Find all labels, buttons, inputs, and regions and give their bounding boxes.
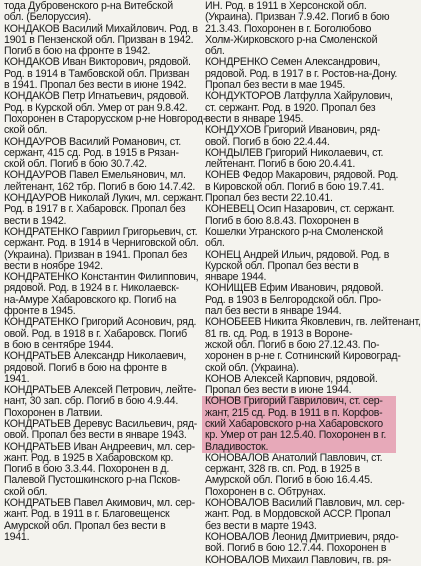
text-line: КОНДРАТЬЕВ Деревус Васильевич, ряд- xyxy=(4,417,198,430)
text-line: Похоронен в с. Обтрунах. xyxy=(205,485,326,498)
text-line: КОНДЫЛЕВ Григорий Николаевич, ст. xyxy=(205,146,384,159)
text-line: вести в ноябре 1942. xyxy=(4,259,103,272)
text-line: обл. (Белоруссия). xyxy=(4,11,91,24)
text-line: 81 гв. сд. Род. в 1913 в Вороне- xyxy=(205,327,353,340)
text-line: КОНДАКОВ Петр Игнатьевич, рядовой. xyxy=(4,90,189,103)
text-line: лейтенант. Погиб в бою 20.4.41. xyxy=(205,158,356,171)
text-line: Погиб в бою 8.8.43. Похоронен в xyxy=(205,214,359,227)
text-line: Кошелки Угранского р-на Смоленской xyxy=(205,225,383,238)
text-line: Пропал без вести в июне 1944. xyxy=(205,384,352,397)
text-line: Палевой Пустошкинского р-на Псков- xyxy=(4,474,181,487)
text-line: овой. Род. в 1918 в г. Хабаровск. Погиб xyxy=(4,327,187,340)
text-line: на-Амуре Хабаровского кр. Погиб на xyxy=(4,293,176,306)
text-line: Род. в 1917 в г. Хабаровск. Пропал без xyxy=(4,203,186,216)
text-line: тода Дубровенского р-на Витебской xyxy=(4,0,173,12)
text-line: обл. xyxy=(205,45,225,58)
text-line: КОНДРАТЕНКО Константин Филиппович, xyxy=(4,271,199,284)
text-line: овой. Погиб в бою 22.4.44. xyxy=(205,135,330,148)
text-line: 1941. xyxy=(4,530,30,543)
text-line: жант. Род. в Мордовской АССР. Пропал xyxy=(205,508,391,521)
text-line: ской обл. xyxy=(4,124,48,137)
text-line: КОНЕЦ Андрей Ильич, рядовой. Род. в xyxy=(205,248,390,261)
text-line: КОНДАКОВ Василий Михайлович. Род. в xyxy=(4,22,198,35)
text-line: жант. Род. в 1911 в г. Благовещенск xyxy=(4,508,170,521)
text-line: КОНДРАТЬЕВ Александр Николаевич, xyxy=(4,350,187,363)
text-line: Амурской обл. Погиб в бою 16.4.45. xyxy=(205,474,373,487)
text-line: Холм-Жирковского р-на Смоленской xyxy=(205,33,378,46)
text-column-right xyxy=(200,0,421,566)
text-line: КОНДРАТЕНКО Гавриил Григорьевич, ст. xyxy=(4,225,198,238)
text-line: Погиб в бою 3.3.44. Похоронен в д. xyxy=(4,463,170,476)
text-line: Пропал без вести в мае 1945. xyxy=(205,79,346,92)
highlighted-entry-line: Владивосток. xyxy=(202,442,396,453)
text-line: жант. Род. в 1925 в Хабаровском кр. xyxy=(4,451,174,464)
text-line: в Кировской обл. Погиб в бою 19.7.41. xyxy=(205,180,385,193)
text-line: КОНДУХОВ Григорий Иванович, ряд- xyxy=(205,124,380,137)
text-line: КОНИЩЕВ Ефим Иванович, рядовой. xyxy=(205,282,384,295)
text-line: Пропал без вести 22.10.41. xyxy=(205,192,333,205)
text-line: Курской обл. Пропал без вести в xyxy=(205,259,359,272)
highlighted-entry-line: КОНОВ Григорий Гаврилович, ст. сер- xyxy=(202,396,396,407)
text-line: Похоронен в Старорусском р-не Новгород- xyxy=(4,112,207,125)
text-line: хоронен в р-не г. Сотнинский Кировоград- xyxy=(205,350,401,363)
text-line: КОНОВ Алексей Карпович, рядовой. xyxy=(205,372,378,385)
text-line: Погиб в бою на фронте в 1942. xyxy=(4,45,151,58)
text-line: Похоронен в Латвии. xyxy=(4,406,103,419)
text-line: вой. Погиб в бою 12.7.44. Похоронен в xyxy=(205,542,387,555)
text-line: (Украина). Призван в 1941. Пропал без xyxy=(4,248,188,261)
text-line: КОНДАУРОВ Василий Романович, ст. xyxy=(4,135,181,148)
text-line: нант, 30 зап. сбр. Погиб в бою 4.9.44. xyxy=(4,395,179,408)
text-line: рядовой. Погиб в бою на фронте в xyxy=(4,361,167,374)
text-line: КОНДРАТЕНКО Григорий Асонович, ряд. xyxy=(4,316,197,329)
text-line: Амурской обл. Пропал без вести в xyxy=(4,519,166,532)
text-line: вести в 1942. xyxy=(4,214,67,227)
text-line: жской обл. Погиб в бою 27.12.43. По- xyxy=(205,338,380,351)
text-line: обл. xyxy=(205,237,225,250)
text-line: сержант, 415 сд. Род. в 1915 в Рязан- xyxy=(4,146,179,159)
text-line: Род. в Курской обл. Умер от ран 9.8.42. xyxy=(4,101,188,114)
text-line: КОНДАКОВ Иван Викторович, рядовой. xyxy=(4,56,191,69)
text-line: Род. в 1914 в Тамбовской обл. Призван xyxy=(4,67,190,80)
text-column-left xyxy=(0,0,207,543)
text-line: (Украина). Призван 7.9.42. Погиб в бою xyxy=(205,11,390,24)
text-line: без вести в марте 1943. xyxy=(205,519,317,532)
text-line: 1901 в Пензенской обл. Призван в 1942. xyxy=(4,33,194,46)
text-line: ст. сержант. Род. в 1920. Пропал без xyxy=(205,101,376,114)
text-line: КОНДРЕНКО Семен Александрович, xyxy=(205,56,381,69)
text-line: рядовой. Род. в 1924 в г. Николаевск- xyxy=(4,282,179,295)
text-line: сержант. Род. в 1914 в Черниговской обл. xyxy=(4,237,199,250)
text-line: фронте в 1945. xyxy=(4,305,76,318)
text-line: КОНДАУРОВ Павел Емельянович, мл. xyxy=(4,169,186,182)
text-line: КОНДАУРОВ Николай Лукич, мл. сержант. xyxy=(4,192,204,205)
text-line: КОНОВАЛОВ Василий Павлович, мл. сер- xyxy=(205,497,405,510)
text-line: КОНДУКТОРОВ Латфулла Хайрулович, xyxy=(205,90,393,103)
text-line: ской обл. (Украина). xyxy=(205,361,299,374)
text-line: ской обл. xyxy=(4,485,48,498)
text-line: ИН. Род. в 1911 в Херсонской обл. xyxy=(205,0,367,12)
text-line: КОНОВАЛОВ Михаил Павлович, гв. ря- xyxy=(205,553,392,566)
text-line: Род. в 1903 в Белгородской обл. Про- xyxy=(205,293,382,306)
text-line: сержант, 328 гв. сп. Род. в 1925 в xyxy=(205,463,360,476)
text-line: КОНДРАТЬЕВ Иван Андреевич, мл. сер- xyxy=(4,440,195,453)
text-line: в 1941. Пропал без вести в июне 1942. xyxy=(4,79,187,92)
highlighted-entry-line: жант, 215 сд. Род. в 1911 в п. Корфов- xyxy=(202,408,396,419)
highlighted-entry-line: ский Хабаровского р-на Хабаровского xyxy=(202,419,396,430)
text-line: КОНОВАЛОВ Леонид Дмитриевич, рядо- xyxy=(205,530,399,543)
text-line: КОНЕВ Федор Макарович, рядовой. Род. xyxy=(205,169,399,182)
text-line: овой. Пропал без вести в январе 1943. xyxy=(4,429,187,442)
text-line: рядовой. Род. в 1917 в г. Ростов-на-Дону. xyxy=(205,67,398,80)
text-line: КОНОВАЛОВ Анатолий Павлович, ст. xyxy=(205,451,383,464)
text-line: лейтенант, 162 тбр. Погиб в бою 14.7.42. xyxy=(4,180,196,193)
text-line: в бою в сентябре 1944. xyxy=(4,338,114,351)
text-line: 1941. xyxy=(4,372,30,385)
text-line: КОНОБЕЕВ Никита Яковлевич, гв. лейтенант, xyxy=(205,316,421,329)
text-line: КОНЕВЕЦ Осип Назарович, ст. сержант. xyxy=(205,203,395,216)
text-line: ской обл. Погиб в бою 30.7.42. xyxy=(4,158,147,171)
text-line: январе 1944. xyxy=(205,271,267,284)
text-line: вести в январе 1945. xyxy=(205,112,304,125)
highlighted-entry-line: кр. Умер от ран 12.5.40. Похоронен в г. xyxy=(202,430,396,441)
text-line: КОНДРАТЬЕВ Алексей Петрович, лейте- xyxy=(4,384,197,397)
text-line: 21.3.43. Похоронен в г. Боголюбово xyxy=(205,22,372,35)
text-line: КОНДРАТЬЕВ Павел Акимович, мл. сер- xyxy=(4,497,195,510)
text-line: пал без вести в январе 1944. xyxy=(205,305,342,318)
